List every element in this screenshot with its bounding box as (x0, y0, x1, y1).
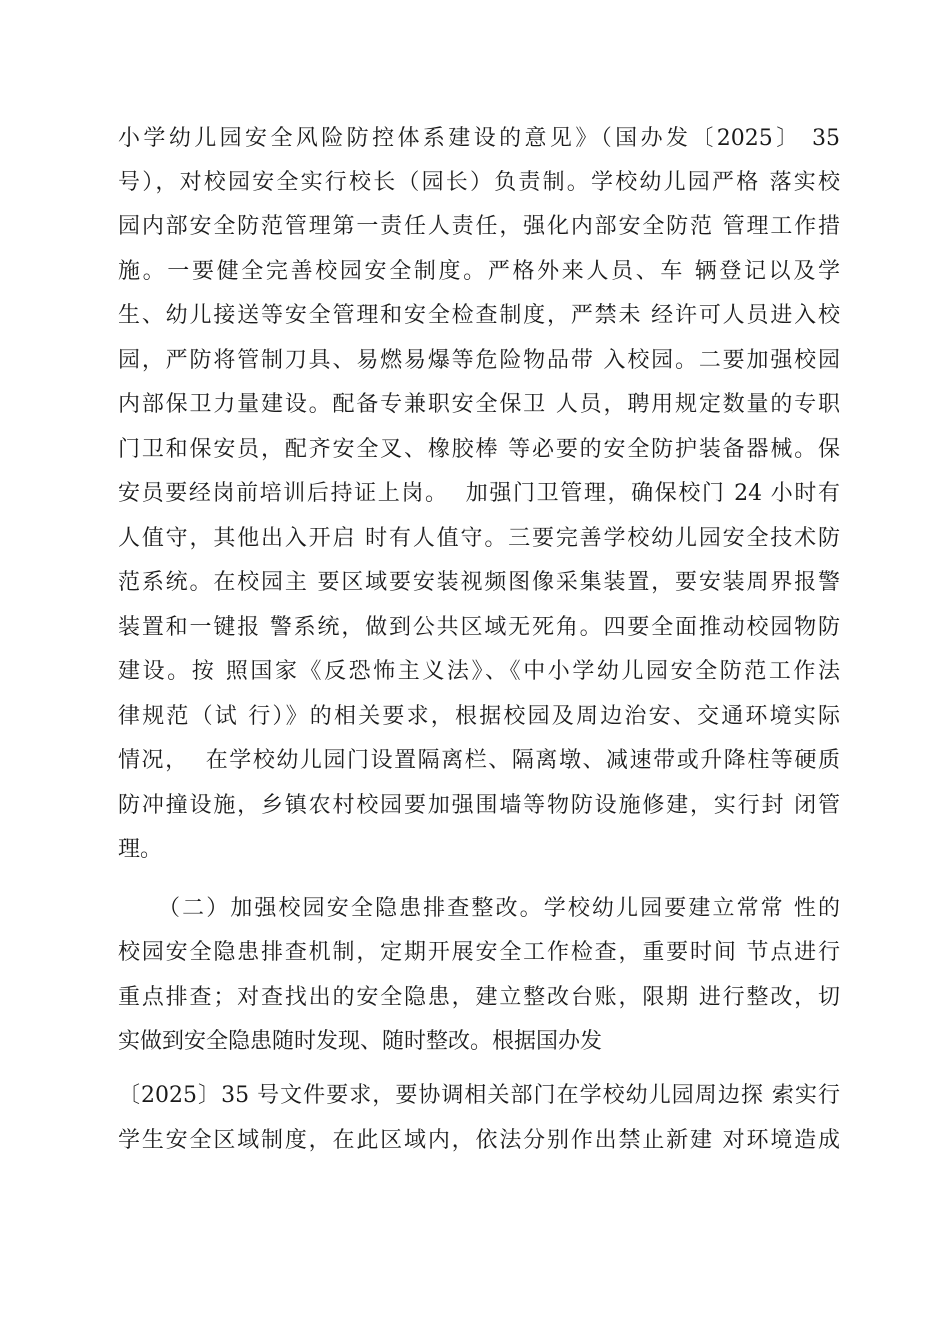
text-line: 安员要经岗前培训后持证上岗。 加强门卫管理，确保校门 24 小时有 (118, 481, 840, 506)
text-line: 理。 (118, 837, 163, 862)
section-heading-line: （二）加强校园安全隐患排查整改。学校幼儿园要建立常常 性的 (158, 896, 840, 921)
text-line: 内部保卫力量建设。配备专兼职安全保卫 人员，聘用规定数量的专职 (118, 392, 840, 417)
text-line: 门卫和保安员，配齐安全叉、橡胶棒 等必要的安全防护装备器械。保 (118, 437, 840, 462)
text-line: 号），对校园安全实行校长（园长）负责制。学校幼儿园严格 落实校 (118, 170, 840, 195)
text-line: 重点排查；对查找出的安全隐患，建立整改台账，限期 进行整改，切 (118, 985, 840, 1010)
text-line: 〔2025〕35 号文件要求，要协调相关部门在学校幼儿园周边探 索实行 (118, 1083, 840, 1108)
text-line: 生、幼儿接送等安全管理和安全检查制度，严禁未 经许可人员进入校 (118, 303, 840, 328)
text-line: 人值守，其他出入开启 时有人值守。三要完善学校幼儿园安全技术防 (118, 526, 840, 551)
text-line: 小学幼儿园安全风险防控体系建设的意见》（国办发〔2025〕 35 (118, 126, 840, 151)
text-line: 防冲撞设施，乡镇农村校园要加强围墙等物防设施修建，实行封 闭管 (118, 793, 840, 818)
text-line: 律规范（试 行）》的相关要求，根据校园及周边治安、交通环境实际 (118, 704, 840, 729)
text-line: 学生安全区域制度，在此区域内，依法分别作出禁止新建 对环境造成 (118, 1128, 840, 1153)
text-line: 装置和一键报 警系统，做到公共区域无死角。四要全面推动校园物防 (118, 615, 840, 640)
text-line: 实做到安全隐患随时发现、随时整改。根据国办发 (118, 1029, 603, 1054)
text-line: 施。一要健全完善校园安全制度。严格外来人员、车 辆登记以及学 (118, 259, 840, 284)
text-line: 情况， 在学校幼儿园门设置隔离栏、隔离墩、减速带或升降柱等硬质 (118, 748, 840, 773)
text-line: 园，严防将管制刀具、易燃易爆等危险物品带 入校园。二要加强校园 (118, 348, 840, 373)
text-line: 园内部安全防范管理第一责任人责任，强化内部安全防范 管理工作措 (118, 214, 840, 239)
text-line: 校园安全隐患排查机制，定期开展安全工作检查，重要时间 节点进行 (118, 940, 840, 965)
text-line: 范系统。在校园主 要区域要安装视频图像采集装置，要安装周界报警 (118, 570, 840, 595)
text-line: 建设。按 照国家《反恐怖主义法》、《中小学幼儿园安全防范工作法 (118, 659, 840, 684)
